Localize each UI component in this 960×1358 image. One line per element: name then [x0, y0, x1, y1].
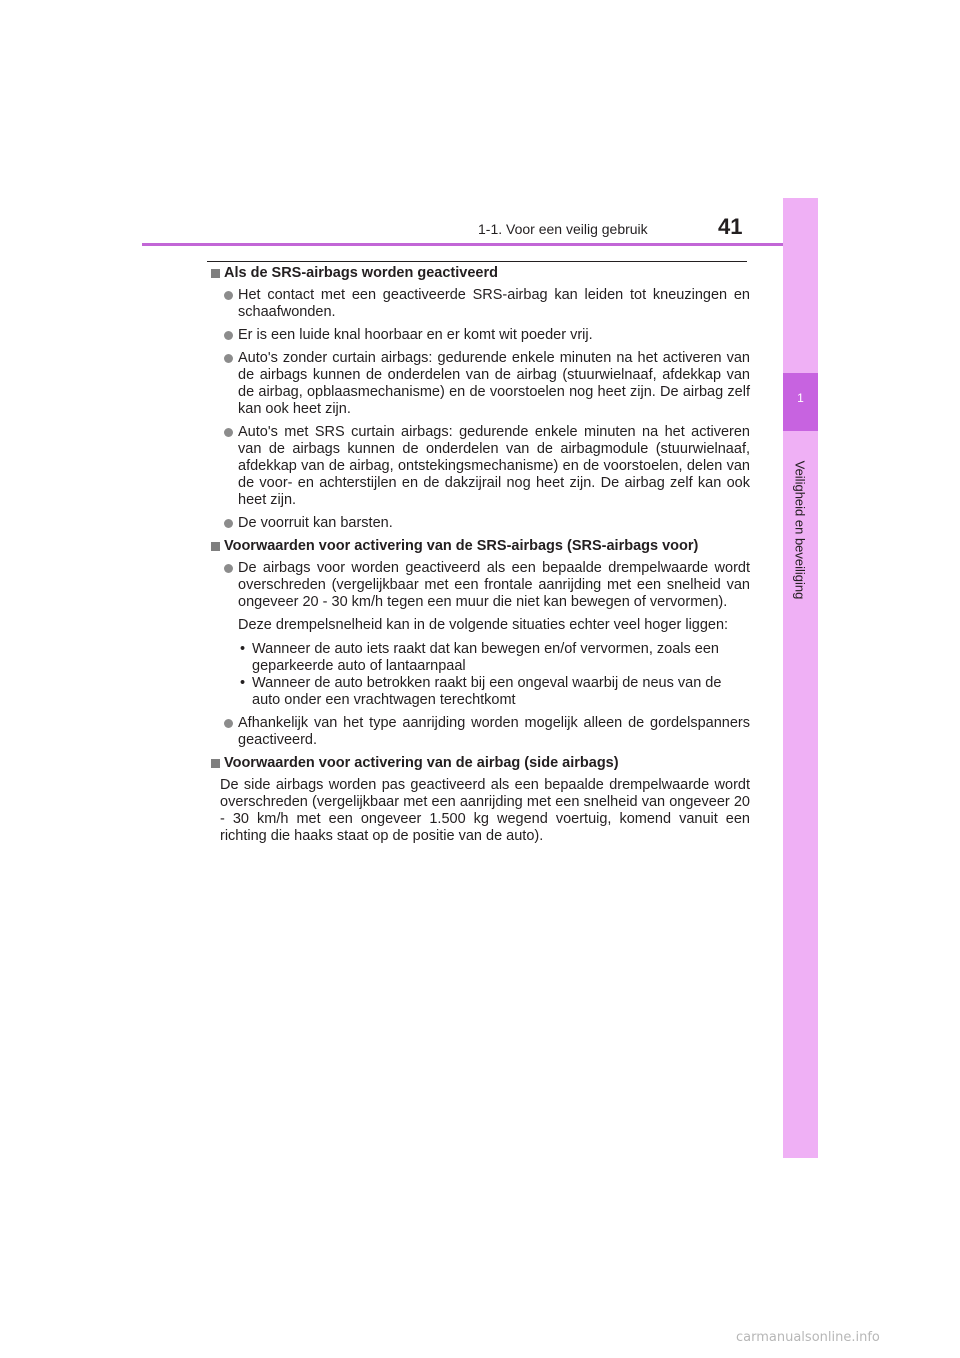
chapter-number: 1 [797, 391, 804, 405]
section-heading: Voorwaarden voor activering van de airbag (side airbags) [210, 755, 750, 772]
running-header: 1-1. Voor een veilig gebruik [478, 221, 648, 237]
list-item: Het contact met een geactiveerde SRS-airbag kan leiden tot kneuzingen en schaafwonden. [210, 287, 750, 321]
list-item: Er is een luide knal hoorbaar en er komt wit poeder vrij. [210, 327, 750, 344]
round-bullet-icon [224, 719, 233, 728]
square-bullet-icon [211, 269, 220, 278]
page-number: 41 [718, 214, 743, 239]
round-bullet-icon [224, 354, 233, 363]
square-bullet-icon [211, 759, 220, 768]
sub-list-item: • Wanneer de auto betrokken raakt bij een ongeval waarbij de neus van de auto onder een vrachtwagen terechtkomt [240, 675, 722, 708]
round-bullet-icon [224, 331, 233, 340]
round-bullet-icon [224, 519, 233, 528]
square-bullet-icon [211, 542, 220, 551]
round-bullet-icon [224, 564, 233, 573]
list-item: Afhankelijk van het type aanrijding worden mogelijk alleen de gordelspanners geactiveerd. [210, 715, 750, 749]
section-heading: Als de SRS-airbags worden geactiveerd [210, 265, 750, 282]
page-content [210, 265, 750, 851]
sub-list-item: • Wanneer de auto iets raakt dat kan bewegen en/of vervormen, zoals een geparkeerde auto of lantaarnpaal [240, 641, 719, 674]
watermark: carmanualsonline.info [736, 1330, 880, 1345]
list-item: De airbags voor worden geactiveerd als een bepaalde drempelwaarde wordt overschreden (vergelijkbaar met een frontale aanrijding met een snelheid van ongeveer 20 - 30 km/h tegen een muur die niet kan bewegen of vervormen). [210, 560, 750, 611]
content-divider [207, 261, 747, 262]
list-item: Auto's zonder curtain airbags: gedurende enkele minuten na het activeren van de airbags kunnen de onderdelen van de airbag (stuurwielnaaf, afdekkap van de airbag, opblaasmechanisme) en de voorstoelen nog heet zijn. De airbag zelf kan ook heet zijn. [210, 350, 750, 418]
list-item: De voorruit kan barsten. [210, 515, 750, 532]
paragraph: Deze drempelsnelheid kan in de volgende situaties echter veel hoger liggen: [238, 617, 729, 633]
list-item: Auto's met SRS curtain airbags: gedurende enkele minuten na het activeren van de airbags kunnen de onderdelen van de airbagmodule (stuurwielnaaf, afdekkap van de airbag, ontstekingsmechanisme) en de voorstoelen, delen van de voor- en achterstijlen en de dakzijrail nog heet zijn. De airbag zelf kan ook heet zijn. [210, 424, 750, 509]
header-divider [142, 243, 818, 246]
round-bullet-icon [224, 428, 233, 437]
chapter-title: Veiligheid en beveiliging [792, 460, 808, 600]
paragraph: De side airbags worden pas geactiveerd als een bepaalde drempelwaarde wordt overschreden (vergelijkbaar met een aanrijding met een snelheid van ongeveer 20 - 30 km/h met een ongeveer 1.500 kg wegend voertuig, komend vanuit een richting die haaks staat op de positie van de auto). [220, 777, 750, 844]
section-heading: Voorwaarden voor activering van de SRS-airbags (SRS-airbags voor) [210, 538, 750, 555]
round-bullet-icon [224, 291, 233, 300]
chapter-tab [783, 198, 818, 1158]
